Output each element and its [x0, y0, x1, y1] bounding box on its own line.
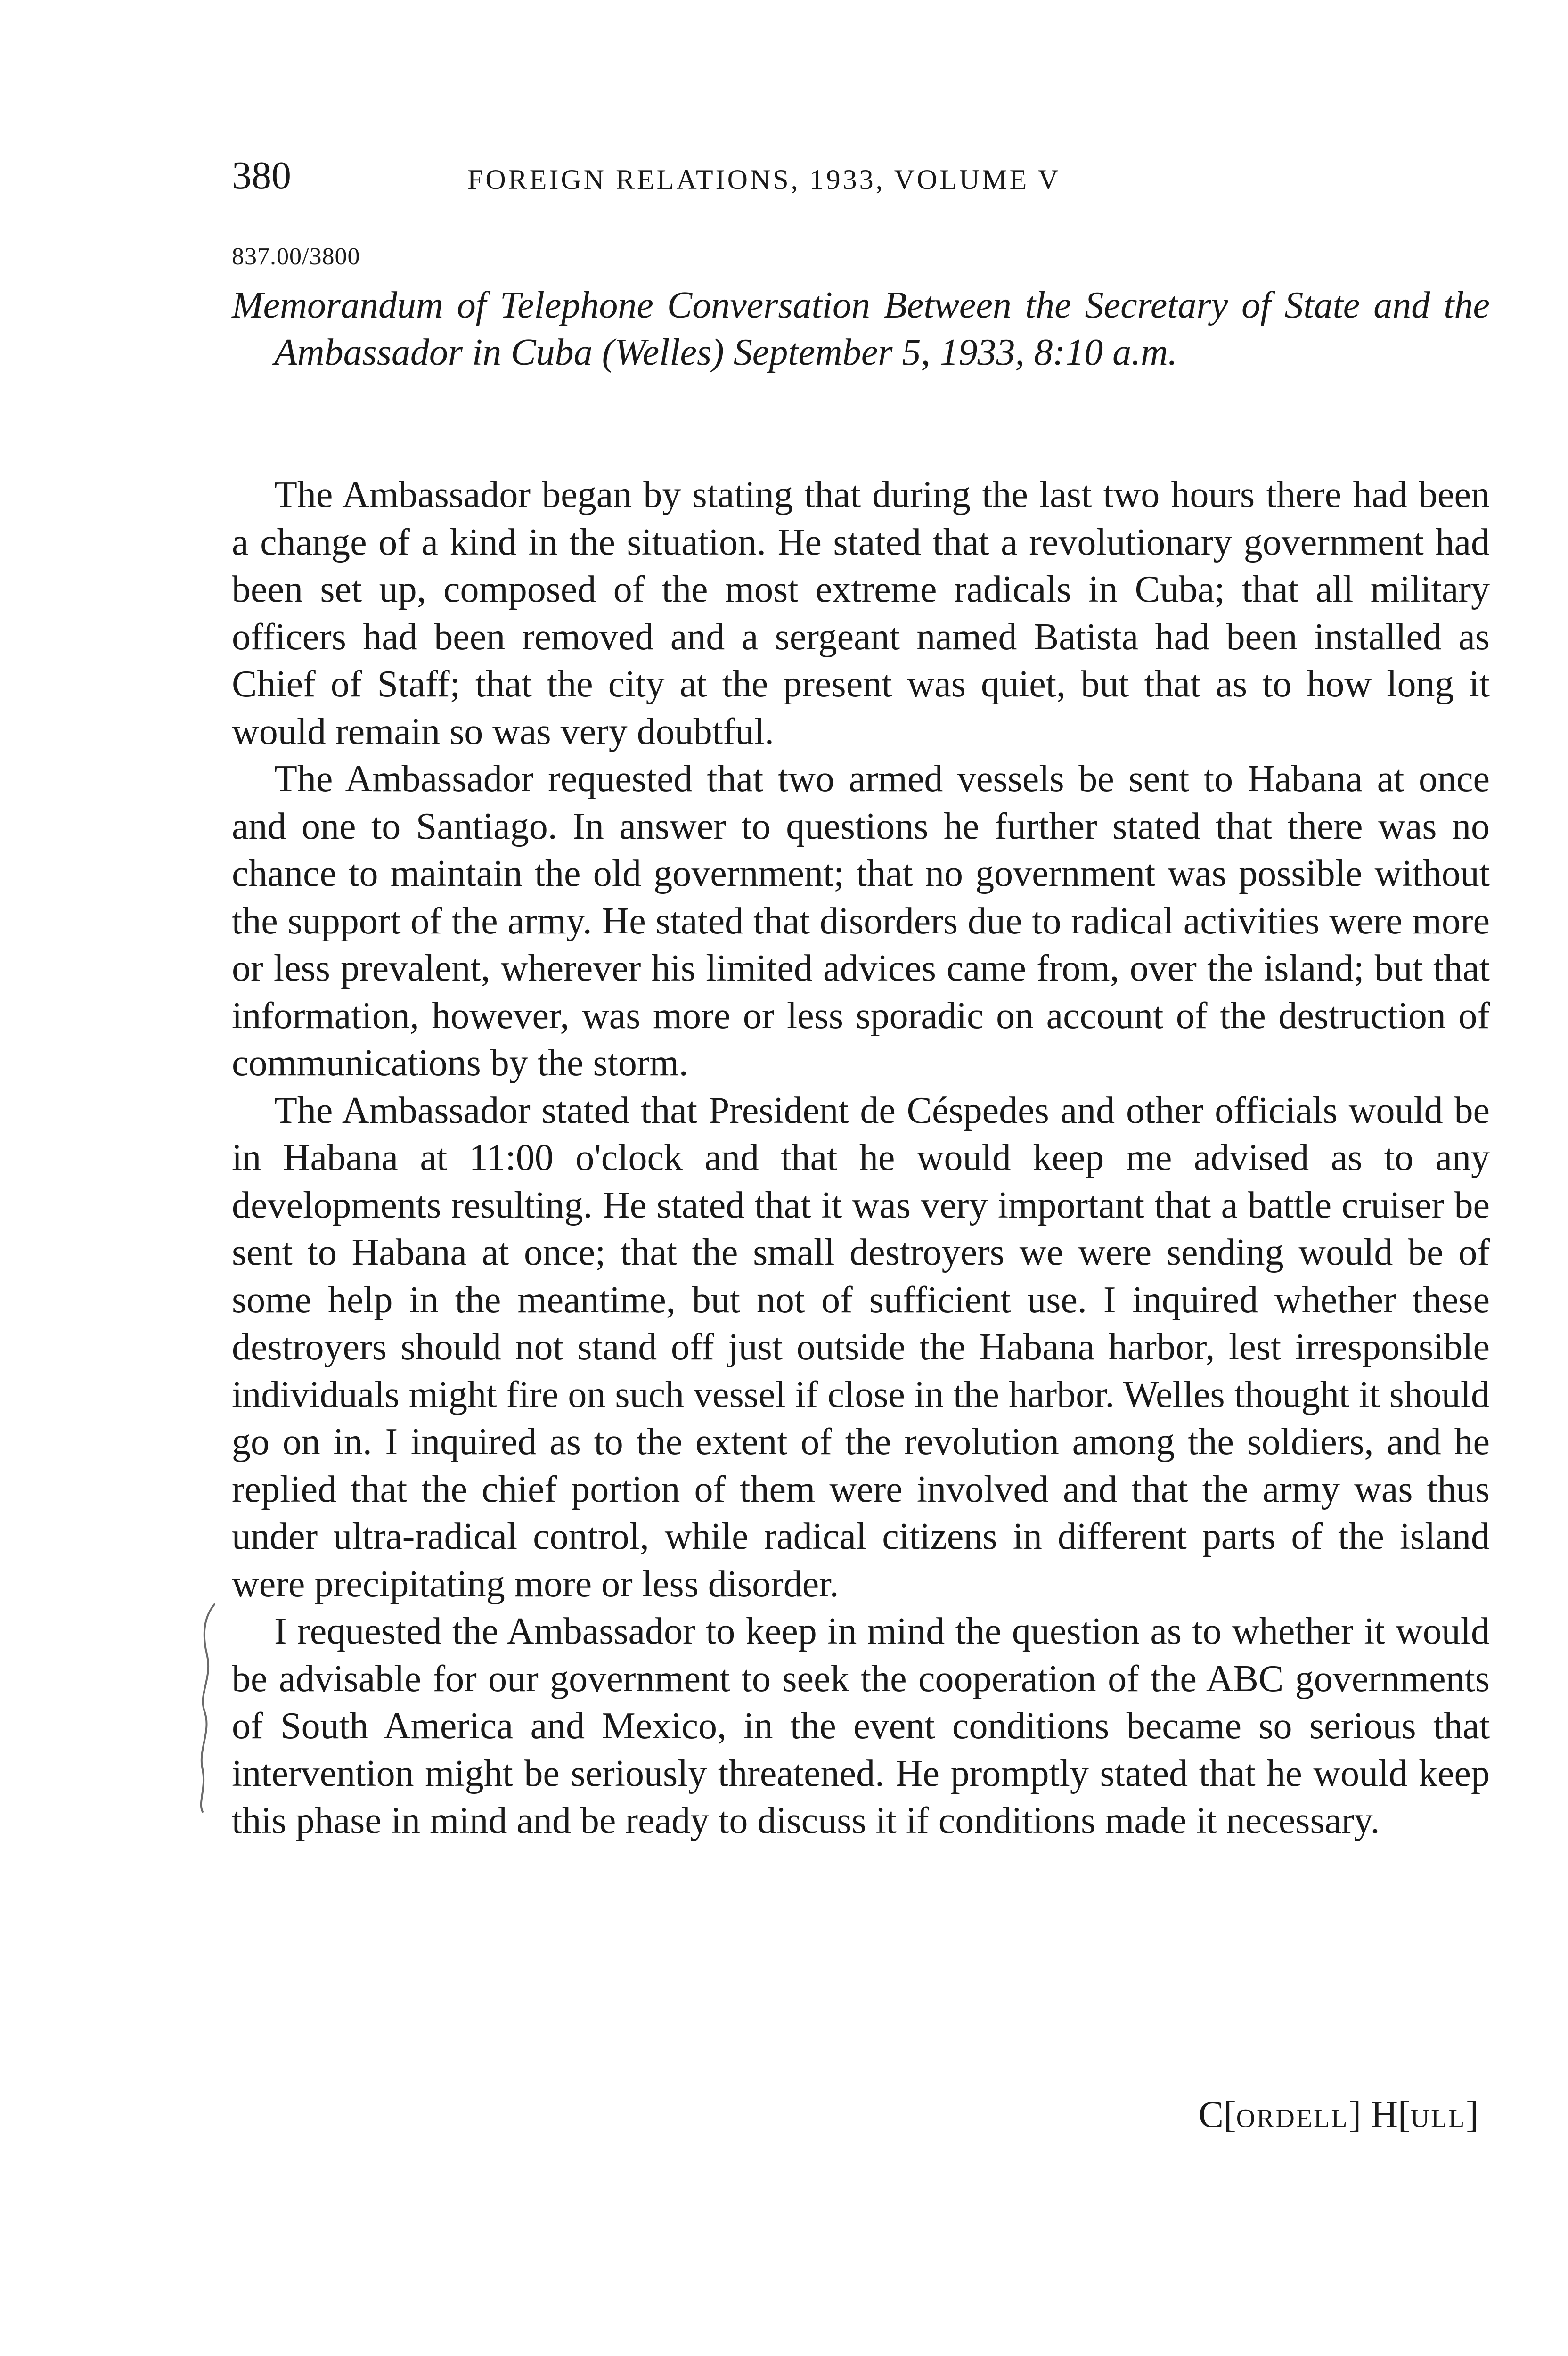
- page-number: 380: [232, 154, 291, 197]
- signature-rest-1: ORDELL: [1236, 2104, 1349, 2133]
- paragraph: The Ambassador requested that two armed vessels be sent to Habana at once and one to Santiago. In answer to questions he further stated that there was no chance to maintain the old government; that no government was possible without the support of the army. He stated that disorders due to radical activities were more or less prevalent, wherever his limited advices came from, over the island; but that information, however, was more or less sporadic on account of the destruction of communications by the storm.: [232, 758, 1490, 1084]
- document-title: [232, 282, 1490, 376]
- paragraph: The Ambassador began by stating that during the last two hours there had been a change of a kind in the situation. He stated that a revolutionary government had been set up, composed of the most extreme radicals in Cuba; that all military officers had been removed and a sergeant named Batista had been installed as Chief of Staff; that the city at the present was quiet, but that as to how long it would remain so was very doubtful.: [232, 474, 1490, 753]
- signature: C[ORDELL] H[ULL]: [1198, 2094, 1478, 2135]
- page-header: [232, 150, 1485, 202]
- paragraph: I requested the Ambassador to keep in mind the question as to whether it would be advisable for our government to seek the cooperation of the ABC governments of South America and Mexico, in the event conditions became so serious that intervention might be seriously threatened. He promptly stated that he would keep this phase in mind and be ready to discuss it if conditions made it necessary.: [232, 1611, 1490, 1841]
- signature-rest-2: ULL: [1410, 2104, 1466, 2133]
- document-title-text: Memorandum of Telephone Conversation Between the Secretary of State and the Ambassador in Cuba (Welles) September 5, 1933, 8:10 a.m.: [232, 285, 1490, 373]
- margin-bracket-mark: [170, 1600, 226, 1816]
- file-number: 837.00/3800: [232, 243, 360, 270]
- document-body: [232, 471, 1490, 1845]
- running-head: FOREIGN RELATIONS, 1933, VOLUME V: [467, 164, 1061, 195]
- paragraph: The Ambassador stated that President de Céspedes and other officials would be in Habana at 11:00 o'clock and that he would keep me advised as to any developments resulting. He stated that it was very important that a battle cruiser be sent to Habana at once; that the small destroyers we were sending would be of some help in the meantime, but not of sufficient use. I inquired whether these destroyers should not stand off just outside the Habana harbor, lest irresponsible individuals might fire on such vessel if close in the harbor. Welles thought it should go on in. I inquired as to the extent of the revolution among the soldiers, and he replied that the chief portion of them were involved and that the army was thus under ultra-radical control, while radical citizens in different parts of the island were precipitating more or less disorder.: [232, 1089, 1490, 1605]
- signature-initial-2: H: [1371, 2094, 1398, 2135]
- signature-initial-1: C: [1198, 2094, 1224, 2135]
